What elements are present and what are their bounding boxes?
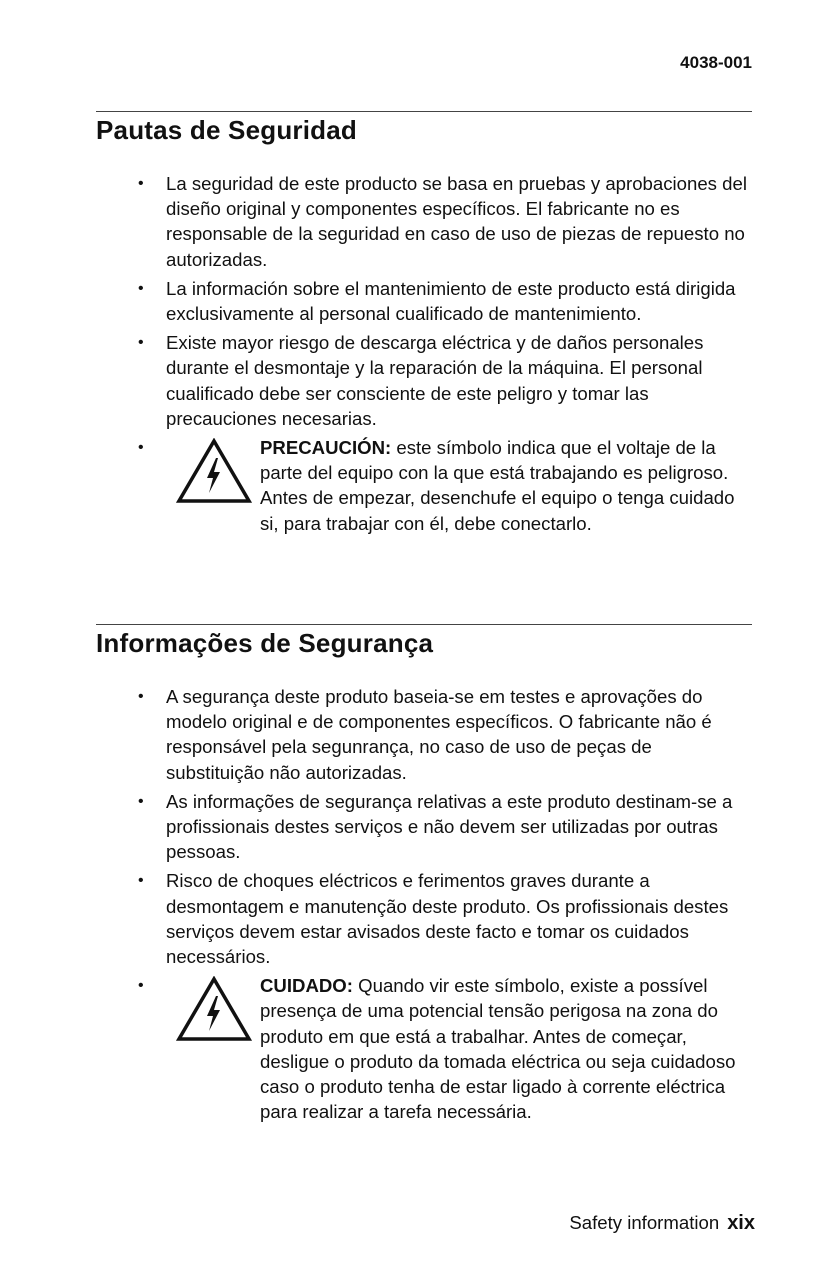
list-item [138,330,752,431]
document-number: 4038-001 [680,53,752,72]
bullet-list [138,171,752,559]
list-item-text: A segurança deste produto baseia-se em testes e aprovações do modelo original e de componentes específicos. O fabricante não é responsável pela segunrança, no caso de uso de peças de substituição não autorizadas. [166,686,712,783]
bullet-list [138,684,752,1128]
section-spanish [96,111,752,591]
section-divider [96,624,752,625]
warning-text [260,435,752,536]
section-portuguese [96,624,752,1164]
list-item [138,171,752,272]
warning-label: CUIDADO: [260,975,353,997]
bullet: • [138,977,144,995]
page-number: xix [727,1212,755,1234]
warning-text [260,973,752,1124]
warning-item [138,973,752,1124]
list-item-text: La seguridad de este producto se basa en pruebas y aprobaciones del diseño original y componentes específicos. El fabricante no es responsable de la seguridad en caso de uso de piezas de repuesto no autorizadas. [166,173,747,270]
warning-label: PRECAUCIÓN: [260,437,392,459]
list-item-text: Risco de choques eléctricos e ferimentos graves durante a desmontagem e manutenção deste produto. Os profissionais destes serviços devem estar avisados deste facto e tomar os cuidados necessários. [166,870,729,968]
bullet: • [138,688,144,705]
footer-label: Safety information [569,1212,720,1233]
list-item [138,684,752,785]
list-item-text: Existe mayor riesgo de descarga eléctrica y de daños personales durante el desmontaje y la reparación de la máquina. El personal cualificado debe ser consciente de este peligro y tomar las precauciones necesarias. [166,332,704,429]
bullet: • [138,792,144,810]
section-divider [96,111,752,112]
list-item-text: La información sobre el mantenimiento de este producto está dirigida exclusivamente al personal cualificado de mantenimiento. [166,277,736,325]
bullet: • [138,279,144,297]
bullet: • [138,872,144,890]
bullet: • [138,439,144,457]
page-footer [569,1212,755,1235]
list-item-text: As informações de segurança relativas a este produto destinam-se a profissionais destes serviços e não devem ser utilizadas por outras pessoas. [166,790,733,863]
electrical-hazard-icon [176,438,252,504]
list-item [138,276,752,326]
bullet: • [138,334,144,352]
warning-item [138,435,752,555]
electrical-hazard-icon [176,976,252,1042]
section-title: Pautas de Seguridad [96,115,357,145]
section-title: Informações de Segurança [96,628,434,658]
warning-body: Quando vir este símbolo, existe a possível presença de uma potencial tensão perigosa na zona do produto em que está a trabalhar. Antes de começar, desligue o produto da tomada eléctrica ou seja cuidadoso caso o produto tenha de estar ligado à corrente eléctrica para realizar a tarefa necessária. [260,975,736,1123]
list-item [138,868,752,969]
bullet: • [138,175,144,192]
warning-body: este símbolo indica que el voltaje de la parte del equipo con la que está trabajando es peligroso. Antes de empezar, desenchufe el equipo o tenga cuidado si, para trabajar con él, debe conectarlo. [260,437,735,534]
list-item [138,789,752,865]
